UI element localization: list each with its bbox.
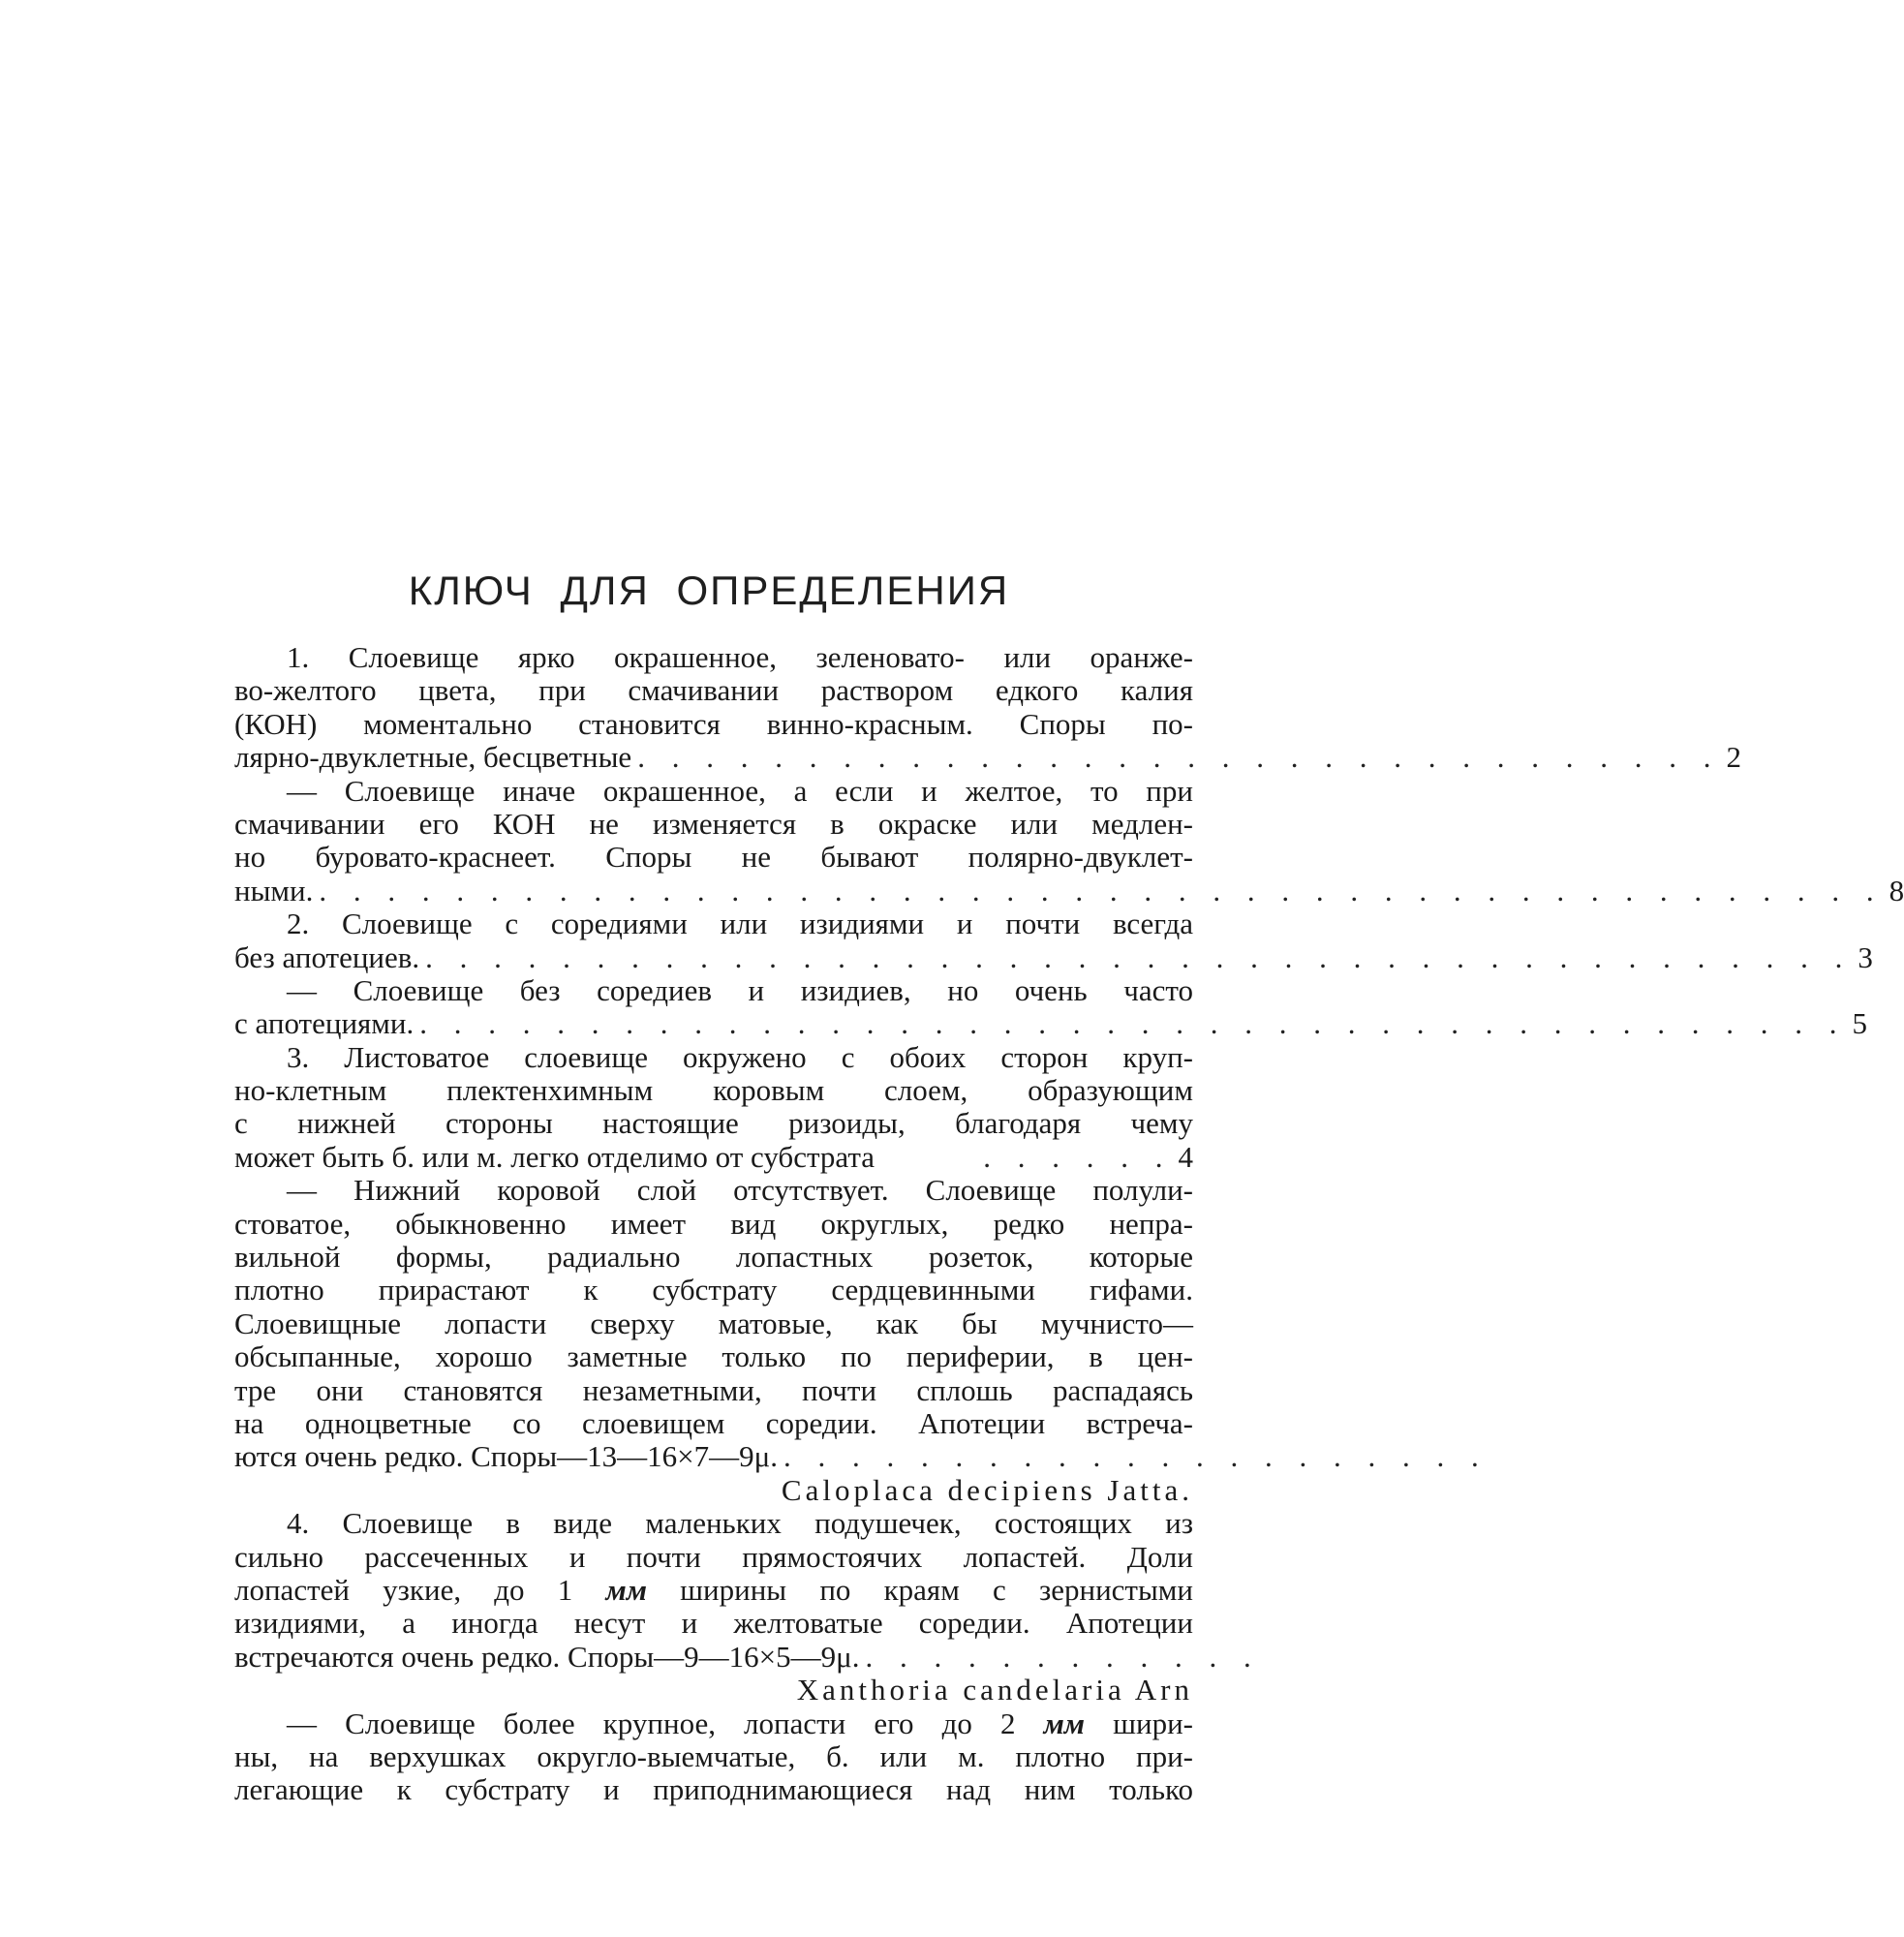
dot-leader: . . . . . . . . . . . . . . . . . . . . . . . . . . . . . . . . . . . . . . . . . . (419, 1006, 1847, 1041)
line-text: ными. (234, 873, 314, 907)
text-line-with-reference (234, 1141, 1193, 1174)
line-text: может быть б. или м. легко отделимо от субстрата (234, 1139, 875, 1174)
text-line (234, 1707, 1193, 1740)
text-line: Слоевищные лопасти сверху матовые, как бы мучнисто— (234, 1306, 1193, 1340)
text-line-with-reference (234, 740, 1741, 775)
species-name: Xanthoria candelaria Arn (796, 1673, 1193, 1707)
text-line-with-leader (234, 1439, 1489, 1474)
text-line: — Слоевище без соредиев и изидиев, но очень часто (287, 972, 1193, 1007)
line-text: лярно-двуклетные, бесцветные (234, 740, 632, 775)
step-reference: 8 (1889, 873, 1904, 907)
dot-leader: . . . . . . . . . . . . . . . . . . . . . (783, 1439, 1489, 1474)
text-line: 1. Слоевище ярко окрашенное, зеленовато- или оранже- (287, 640, 1193, 674)
step-reference: 2 (1726, 740, 1741, 775)
page-heading: КЛЮЧ ДЛЯ ОПРЕДЕЛЕНИЯ (408, 568, 1010, 613)
text-line: вильной формы, радиально лопастных розеток, которые (234, 1240, 1193, 1275)
dot-leader: . . . . . . . . . . . . . . . . . . . . . . . . . . . . . . . . (637, 740, 1721, 775)
dot-leader: . . . . . . . . . . . . . . . . . . . . . . . . . . . . . . . . . . . . . . . . . . . . . . (319, 873, 1884, 907)
text-line-with-reference (234, 939, 1873, 974)
key-text (234, 640, 1904, 1807)
text-line: — Слоевище иначе окрашенное, а если и желтое, то при (287, 773, 1193, 808)
dot-leader: . . . . . . (983, 1139, 1173, 1174)
text-segment: — Слоевище более крупное, лопасти его до 2 (287, 1706, 1044, 1740)
text-line-with-reference (234, 1006, 1867, 1041)
text-line: 4. Слоевище в виде маленьких подушечек, состоящих из (287, 1506, 1193, 1541)
dot-leader: . . . . . . . . . . . . . . . . . . . . . . . . . . . . . . . . . . . . . . . . . . (425, 939, 1853, 974)
text-segment: ширины по краям с зернистыми (646, 1572, 1194, 1607)
text-line: ны, на верхушках округло-выемчатые, б. или м. плотно при- (234, 1738, 1193, 1773)
text-line: плотно прирастают к субстрату сердцевинными гифами. (234, 1273, 1193, 1307)
text-line: смачивании его КОН не изменяется в окраске или медлен- (234, 806, 1193, 841)
unit-abbreviation: мм (1043, 1706, 1086, 1740)
text-line: но буровато-краснеет. Споры не бывают полярно-двуклет- (234, 840, 1193, 875)
species-name: Caloplaca decipiens Jatta. (781, 1472, 1193, 1507)
text-line: 3. Листоватое слоевище окружено с обоих сторон круп- (287, 1039, 1193, 1074)
unit-abbreviation: мм (605, 1572, 647, 1607)
text-line: стоватое, обыкновенно имеет вид округлых, редко непра- (234, 1206, 1193, 1241)
text-line: 2. Слоевище с соредиями или изидиями и почти всегда (287, 907, 1193, 941)
text-line (234, 1574, 1193, 1607)
text-line: во-желтого цвета, при смачивании раствором едкого калия (234, 673, 1193, 708)
text-line: изидиями, а иногда несут и желтоватые соредии. Апотеции (234, 1606, 1193, 1641)
step-reference: 4 (1178, 1139, 1193, 1174)
text-line: сильно рассеченных и почти прямостоячих лопастей. Доли (234, 1539, 1193, 1574)
text-line-with-leader (234, 1639, 1261, 1674)
line-text: без апотециев. (234, 939, 420, 974)
text-line: легающие к субстрату и приподнимающиеся над ним только (234, 1772, 1193, 1807)
text-segment: шири- (1085, 1706, 1194, 1740)
text-segment: лопастей узкие, до 1 (234, 1572, 606, 1607)
text-line: на одноцветные со слоевищем соредии. Апотеции встреча- (234, 1405, 1193, 1440)
line-text: с апотециями. (234, 1006, 415, 1041)
dot-leader: . . . . . . . . . . . . (865, 1639, 1261, 1674)
line-text: встречаются очень редко. Споры—9—16×5—9μ. (234, 1639, 860, 1674)
step-reference: 5 (1852, 1006, 1867, 1041)
text-line: тре они становятся незаметными, почти сплошь распадаясь (234, 1372, 1193, 1407)
text-line: с нижней стороны настоящие ризоиды, благодаря чему (234, 1106, 1193, 1141)
text-line: (КОН) моментально становится винно-красным. Споры по- (234, 706, 1193, 741)
text-line: обсыпанные, хорошо заметные только по периферии, в цен- (234, 1339, 1193, 1374)
step-reference: 3 (1858, 939, 1873, 974)
text-line: — Нижний коровой слой отсутствует. Слоевище полули- (287, 1173, 1193, 1208)
text-line: но-клетным плектенхимным коровым слоем, образующим (234, 1073, 1193, 1108)
line-text: ются очень редко. Споры—13—16×7—9μ. (234, 1439, 779, 1474)
text-line-with-reference (234, 873, 1904, 907)
